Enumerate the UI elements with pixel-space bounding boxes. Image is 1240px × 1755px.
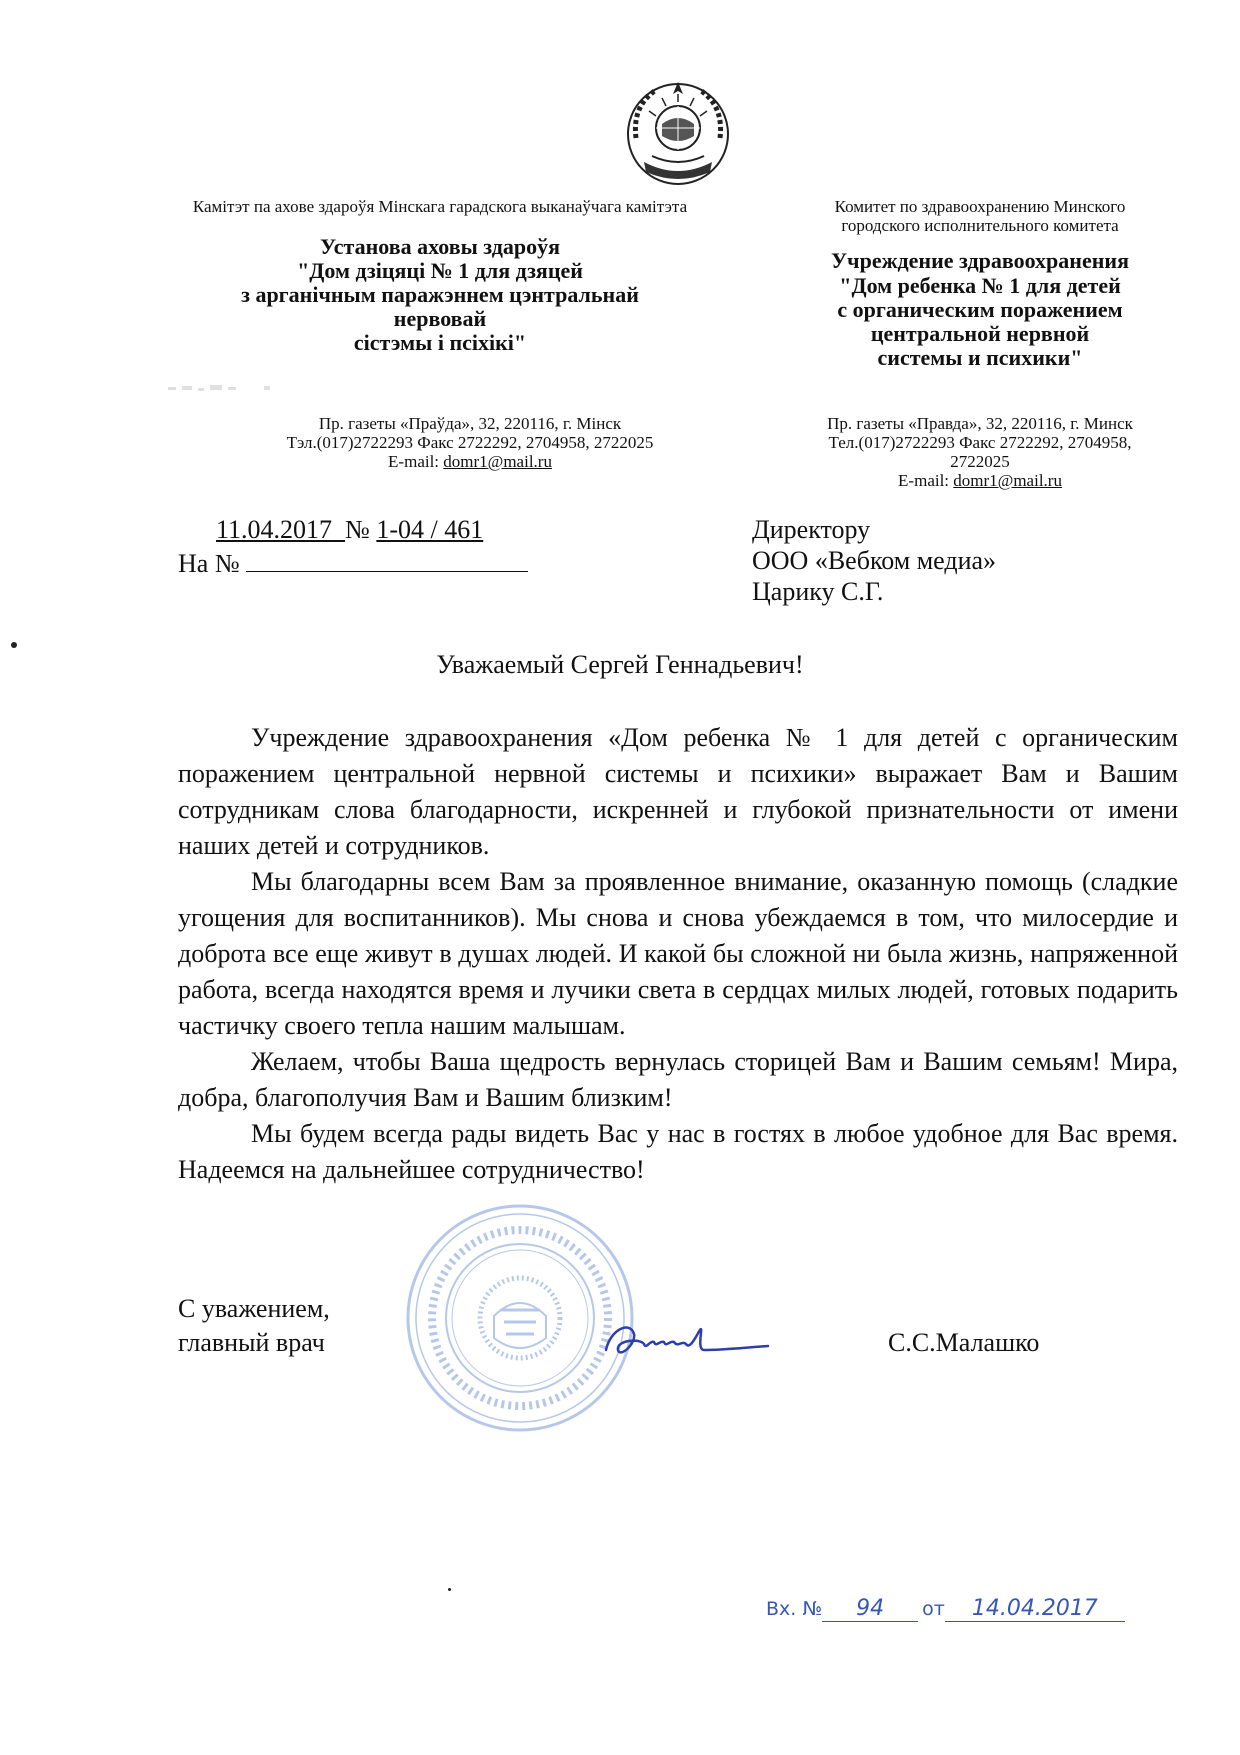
institution-name-ru bbox=[760, 249, 1200, 370]
body-paragraph: Желаем, чтобы Ваша щедрость вернулась сторицей Вам и Вашим семьям! Мира, добра, благополучия Вам и Вашим близким! bbox=[178, 1047, 1178, 1112]
institution-line: с органическим поражением bbox=[837, 296, 1123, 322]
institution-name-by bbox=[168, 235, 712, 356]
committee-line: Комитет по здравоохранению Минского bbox=[834, 197, 1126, 216]
number-sign: № bbox=[345, 515, 370, 544]
date-number-line bbox=[178, 514, 528, 545]
body-paragraph: Мы благодарны всем Вам за проявленное внимание, оказанную помощь (сладкие угощения для воспитанников). Мы снова и снова убеждаемся в том, что милосердие и доброта все еще живут в душах людей. И какой бы сложной ни была жизнь, напряженной работа, всегда находятся время и лучики света в сердцах милых людей, готовых подарить частичку своего тепла нашим малышам. bbox=[178, 867, 1178, 1040]
regards: С уважением, bbox=[178, 1294, 330, 1323]
addressee-company: ООО «Вебком медиа» bbox=[752, 546, 997, 576]
email-link[interactable]: domr1@mail.ru bbox=[443, 452, 552, 472]
committee-line: городского исполнительного комитета bbox=[841, 215, 1119, 235]
handwritten-signature bbox=[600, 1310, 770, 1370]
scan-artifact bbox=[168, 382, 278, 396]
signatory-name: С.С.Малашко bbox=[888, 1328, 1040, 1357]
address-by: Пр. газеты «Праўда», 32, 220116, г. Мінск bbox=[318, 414, 622, 433]
institution-line: Установа аховы здароўя bbox=[319, 233, 560, 259]
letter-number: 1-04 / 461 bbox=[376, 515, 484, 544]
outgoing-reference bbox=[178, 514, 528, 579]
closing-block bbox=[178, 1292, 330, 1360]
reply-number-blank bbox=[246, 545, 528, 572]
scan-speck bbox=[448, 1588, 451, 1591]
contacts-left bbox=[220, 414, 720, 471]
email-line-ru bbox=[760, 471, 1200, 490]
state-emblem-icon bbox=[622, 76, 734, 188]
institution-line: нервовай bbox=[393, 306, 487, 332]
salutation: Уважаемый Сергей Геннадьевич! bbox=[436, 650, 804, 679]
committee-name-by: Камітэт па ахове здароўя Мінскага гарадскога выканаўчага камітэта bbox=[192, 197, 688, 216]
email-line-by bbox=[220, 452, 720, 471]
incoming-from-label: от bbox=[922, 1598, 945, 1620]
address-ru: Пр. газеты «Правда», 32, 220116, г. Минск bbox=[827, 414, 1133, 433]
header-left bbox=[168, 198, 712, 356]
email-label: E-mail: bbox=[388, 452, 444, 472]
incoming-registration bbox=[766, 1596, 1125, 1622]
letter-date: 11.04.2017 bbox=[216, 515, 333, 544]
institution-line: з арганічным паражэннем цэнтральнай bbox=[241, 282, 639, 308]
reply-label: На № bbox=[178, 549, 240, 579]
signatory-position: главный врач bbox=[178, 1327, 325, 1357]
addressee-position: Директору bbox=[752, 515, 871, 544]
institution-line: сістэмы і псіхікі" bbox=[353, 330, 527, 356]
letter-body bbox=[178, 720, 1178, 1188]
institution-line: центральной нервной bbox=[870, 320, 1090, 346]
email-link[interactable]: domr1@mail.ru bbox=[953, 471, 1062, 491]
phone-by: Тэл.(017)2722293 Факс 2722292, 2704958, 2722025 bbox=[286, 433, 654, 453]
institution-line: "Дом ребенка № 1 для детей bbox=[839, 272, 1121, 298]
committee-name-ru bbox=[760, 198, 1200, 235]
institution-line: "Дом дзіцяці № 1 для дзяцей bbox=[297, 257, 583, 283]
incoming-number: 94 bbox=[822, 1596, 918, 1622]
contacts-right bbox=[760, 414, 1200, 490]
scan-speck bbox=[11, 642, 17, 648]
reply-to-line bbox=[178, 545, 528, 579]
header-right bbox=[760, 198, 1200, 370]
phone-ru: Тел.(017)2722293 Факс 2722292, 2704958, bbox=[828, 433, 1132, 453]
addressee-name: Царику С.Г. bbox=[752, 577, 884, 607]
institution-line: системы и психики" bbox=[877, 345, 1083, 371]
institution-line: Учреждение здравоохранения bbox=[831, 248, 1129, 274]
incoming-date: 14.04.2017 bbox=[945, 1596, 1125, 1622]
phone-ru-cont: 2722025 bbox=[950, 452, 1010, 472]
incoming-label: Вх. № bbox=[766, 1598, 823, 1620]
addressee bbox=[752, 514, 996, 608]
email-label: E-mail: bbox=[898, 471, 954, 491]
body-paragraph: Учреждение здравоохранения «Дом ребенка № 1 для детей с органическим поражением центральной нервной системы и психики» выражает Вам и Вашим сотрудникам слова благодарности, искренней и глубокой признательности от имени наших детей и сотрудников. bbox=[178, 723, 1178, 860]
body-paragraph: Мы будем всегда рады видеть Вас у нас в гостях в любое удобное для Вас время. Надеемся на дальнейшее сотрудничество! bbox=[178, 1119, 1178, 1184]
